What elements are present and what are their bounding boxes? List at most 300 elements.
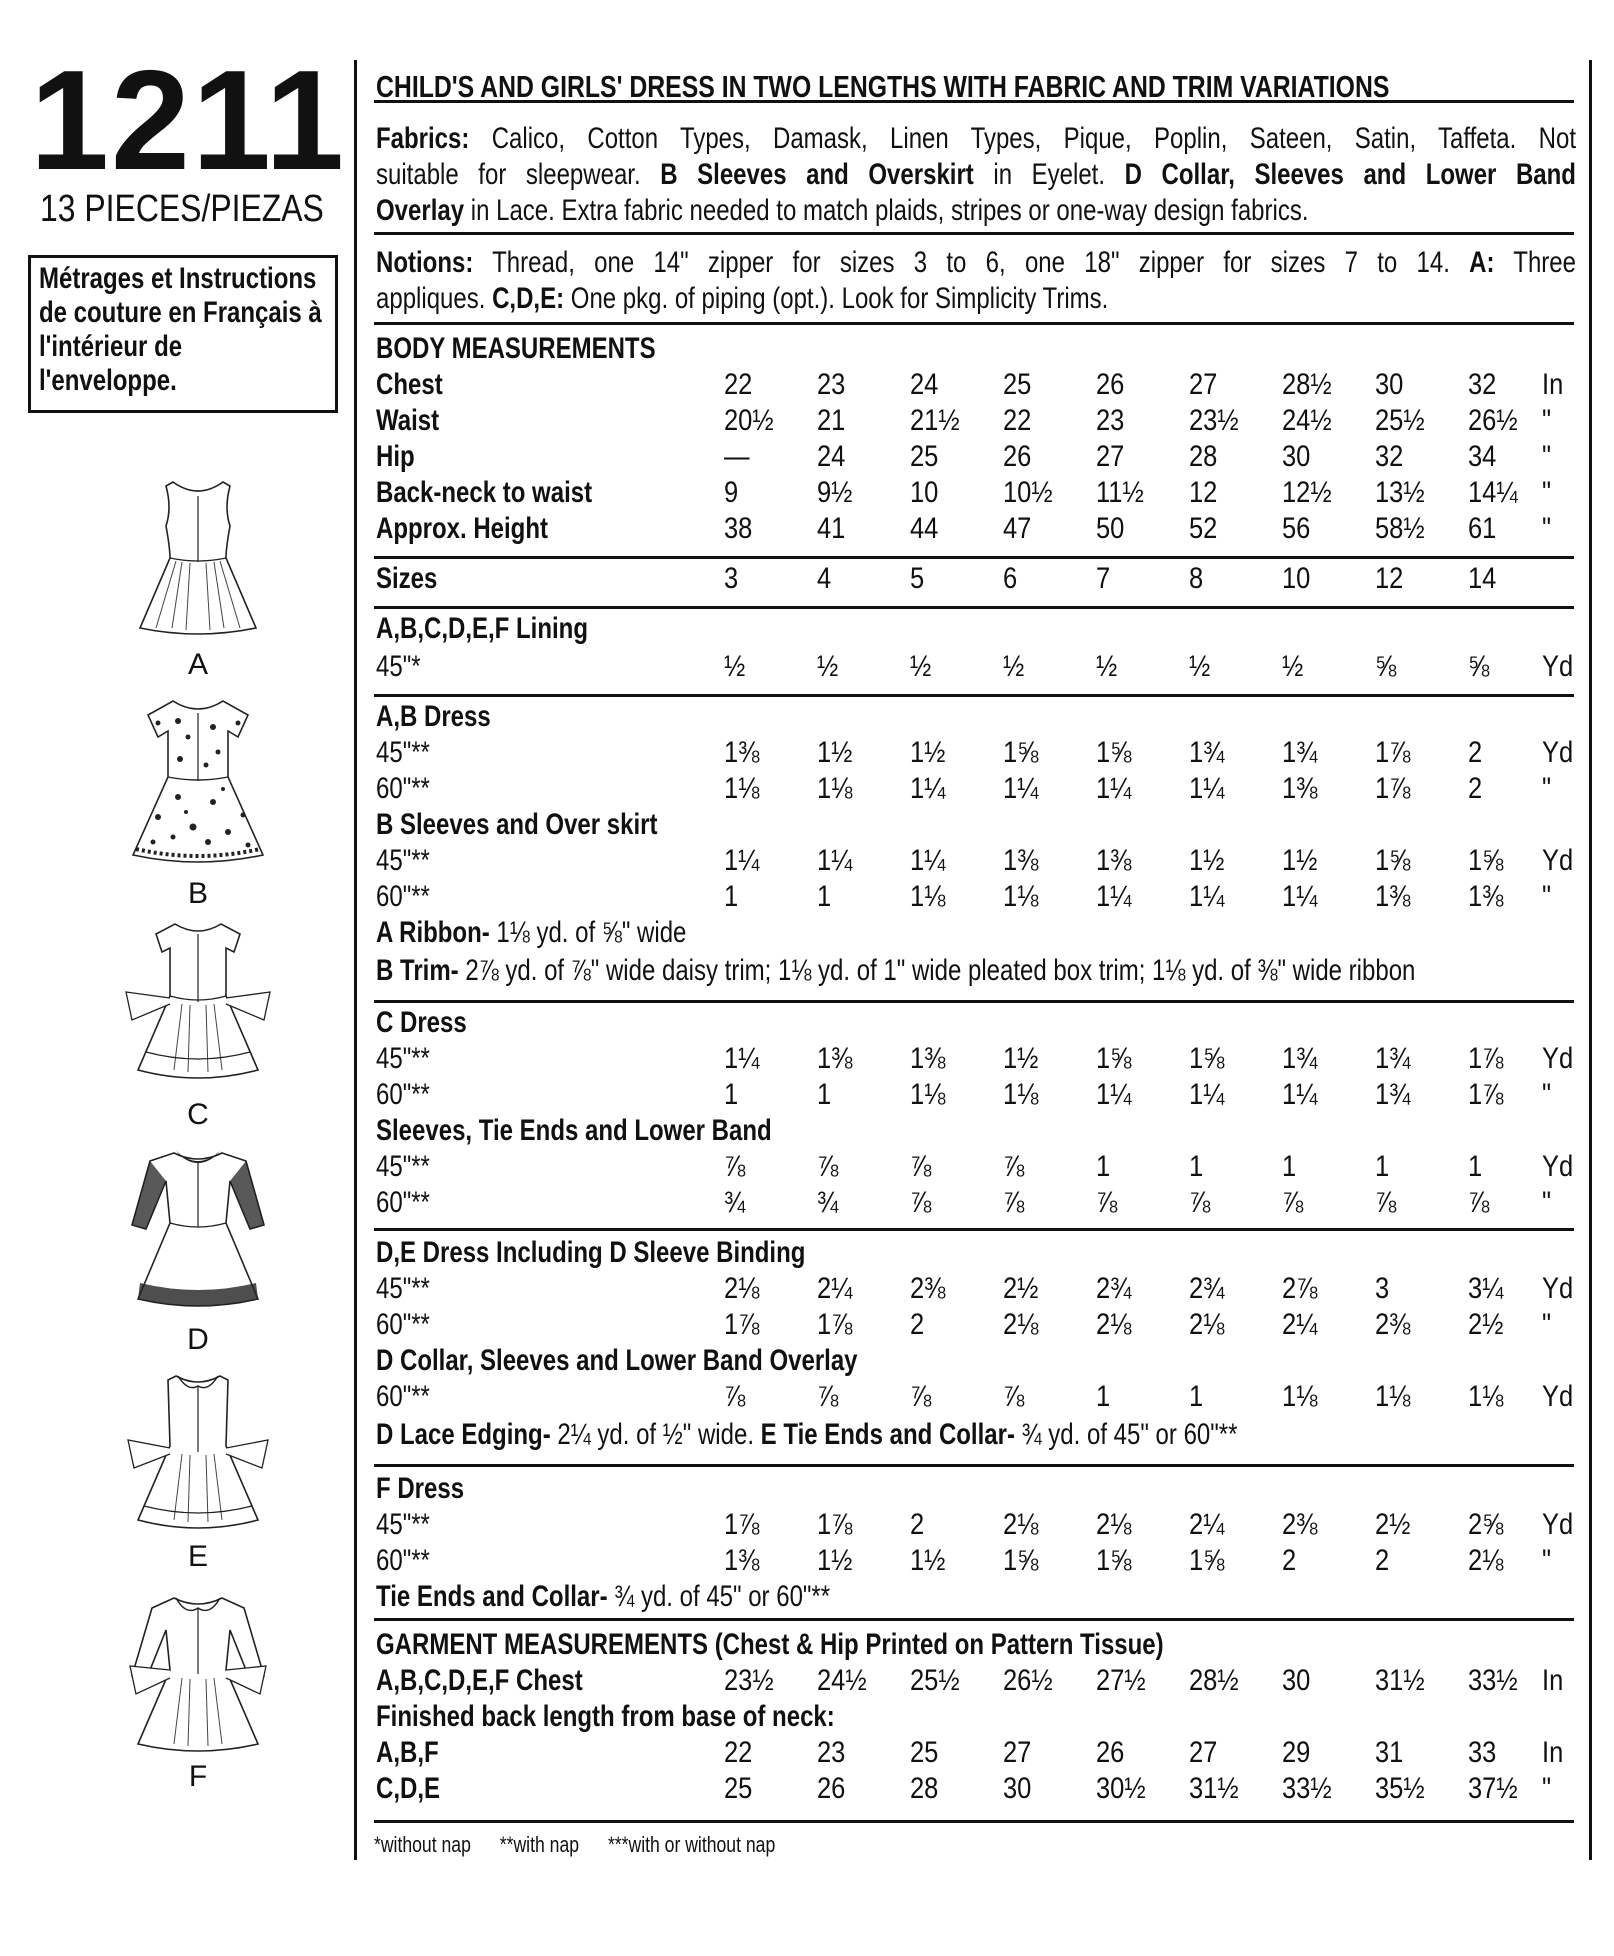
table-cell: 1⅝	[1189, 1544, 1225, 1577]
table-cell: 1⅝	[1375, 844, 1411, 877]
table-cell: 2	[910, 1508, 925, 1541]
table-cell: 1	[724, 1078, 739, 1111]
table-cell: 31½	[1375, 1664, 1425, 1697]
footnote-with-or-without-nap: ***with or without nap	[607, 1832, 776, 1857]
table-cell: 1¾	[1375, 1078, 1411, 1111]
table-cell: 26	[1003, 440, 1032, 473]
table-cell: 14¼	[1468, 476, 1518, 509]
table-cell: ⅞	[1375, 1186, 1397, 1219]
table-cell: 25½	[1375, 404, 1425, 437]
view-b-illustration	[118, 697, 278, 910]
table-cell: 1⅞	[724, 1308, 760, 1341]
long-sleeve-collar-dress-icon	[118, 1590, 278, 1760]
table-cell: 1⅜	[1375, 880, 1411, 913]
table-cell: 23	[817, 1736, 846, 1769]
table-cell: 2⅛	[1096, 1308, 1132, 1341]
table-cell: 1⅛	[1468, 1380, 1504, 1413]
table-cell: 3¼	[1468, 1272, 1504, 1305]
view-a-illustration	[118, 478, 278, 681]
table-cell: 30	[1282, 1664, 1311, 1697]
table-row	[376, 440, 1596, 474]
fabrics-label: Fabrics:	[376, 122, 470, 155]
f-tie-note: Tie Ends and Collar- ¾ yd. of 45" or 60"**	[376, 1580, 831, 1613]
rule-after-fabrics	[374, 232, 1574, 235]
table-cell: 1¼	[724, 1042, 760, 1075]
table-cell: 61	[1468, 512, 1497, 545]
row-label: 60"**	[376, 1186, 430, 1219]
table-cell: 21	[817, 404, 846, 437]
table-cell: 1¾	[1282, 736, 1318, 769]
lining-heading: A,B,C,D,E,F Lining	[376, 612, 588, 645]
view-f-label: F	[188, 1760, 208, 1793]
table-cell: 27	[1189, 1736, 1218, 1769]
table-cell: 2⅛	[1468, 1544, 1504, 1577]
rule-after-de-dress	[374, 1464, 1574, 1467]
table-cell: 1⅛	[910, 880, 946, 913]
table-cell: 24½	[817, 1664, 867, 1697]
table-cell: ⅞	[1003, 1186, 1025, 1219]
table-cell: 28½	[1282, 368, 1332, 401]
table-cell: 32	[1375, 440, 1404, 473]
table-cell: 21½	[910, 404, 960, 437]
unit-cell: Yd	[1542, 736, 1574, 769]
table-cell: 9	[724, 476, 739, 509]
table-cell: 33½	[1468, 1664, 1518, 1697]
row-label: Approx. Height	[376, 512, 548, 545]
table-cell: 26	[1096, 368, 1125, 401]
table-cell: 1	[1189, 1150, 1204, 1183]
d-collar-heading: D Collar, Sleeves and Lower Band Overlay	[376, 1344, 858, 1377]
table-cell: 10½	[1003, 476, 1053, 509]
table-cell: 2	[1375, 1544, 1390, 1577]
table-cell: 25	[910, 440, 939, 473]
unit-cell: "	[1542, 1544, 1552, 1577]
unit-cell: In	[1542, 1664, 1564, 1697]
table-cell: 1⅛	[724, 772, 760, 805]
table-cell: 1⅛	[1282, 1380, 1318, 1413]
french-note-line: de couture en Français à	[39, 296, 322, 329]
unit-cell: Yd	[1542, 1150, 1574, 1183]
fabrics-line-2	[376, 158, 1576, 192]
footnote-with-nap: **with nap	[499, 1832, 580, 1857]
unit-cell: "	[1542, 1772, 1552, 1805]
table-cell: 58½	[1375, 512, 1425, 545]
table-cell: 50	[1096, 512, 1125, 545]
row-label: C,D,E	[376, 1772, 441, 1805]
table-cell: 22	[1003, 404, 1032, 437]
notions-bold-text: C,D,E:	[492, 282, 565, 315]
table-cell: —	[724, 440, 750, 473]
table-cell: ⅞	[1003, 1150, 1025, 1183]
tie-sash-dress-icon	[118, 920, 278, 1090]
table-row	[376, 512, 1596, 546]
view-b-label: B	[187, 877, 208, 910]
table-cell: 13½	[1375, 476, 1425, 509]
table-cell: 35½	[1375, 1772, 1425, 1805]
table-cell: 44	[910, 512, 939, 545]
row-label: 60"**	[376, 1544, 430, 1577]
table-cell: 31	[1375, 1736, 1404, 1769]
table-cell: 2¼	[817, 1272, 853, 1305]
table-cell: 28	[910, 1772, 939, 1805]
table-cell: ⅞	[817, 1150, 839, 1183]
footnotes	[374, 1832, 799, 1858]
table-cell: 1⅜	[1468, 880, 1504, 913]
b-sleeves-heading: B Sleeves and Over skirt	[376, 808, 658, 841]
notions-line-2	[376, 282, 1108, 316]
table-cell: 2⅞	[1282, 1272, 1318, 1305]
rule-after-c-dress	[374, 1228, 1574, 1231]
table-cell: 1⅞	[1375, 736, 1411, 769]
table-cell: 30	[1375, 368, 1404, 401]
c-sleeves-heading: Sleeves, Tie Ends and Lower Band	[376, 1114, 772, 1147]
table-cell: ½	[1096, 650, 1118, 683]
d-lace-note: D Lace Edging- 2¼ yd. of ½" wide. E Tie Ends and Collar- ¾ yd. of 45" or 60"**	[376, 1418, 1238, 1451]
table-cell: ⅝	[1468, 650, 1490, 683]
table-row	[376, 1042, 1596, 1076]
table-cell: 1¼	[910, 844, 946, 877]
table-cell: 1	[1375, 1150, 1390, 1183]
ab-dress-heading: A,B Dress	[376, 700, 491, 733]
unit-cell: "	[1542, 404, 1552, 437]
row-label: 45"**	[376, 1272, 430, 1305]
table-cell: 5	[910, 562, 925, 595]
table-cell: 1⅜	[724, 736, 760, 769]
view-f-illustration	[118, 1590, 278, 1793]
table-cell: 1½	[817, 1544, 853, 1577]
sleeveless-dress-icon	[118, 478, 278, 638]
body-measurements-heading: BODY MEASUREMENTS	[376, 332, 656, 365]
table-cell: 1⅜	[910, 1042, 946, 1075]
unit-cell: "	[1542, 1186, 1552, 1219]
table-cell: 1¼	[1189, 772, 1225, 805]
table-cell: 22	[724, 1736, 753, 1769]
table-row	[376, 404, 1596, 438]
pattern-title: CHILD'S AND GIRLS' DRESS IN TWO LENGTHS WITH FABRIC AND TRIM VARIATIONS	[376, 69, 1390, 104]
table-cell: 1	[1096, 1150, 1111, 1183]
table-cell: 33	[1468, 1736, 1497, 1769]
table-cell: 7	[1096, 562, 1111, 595]
rule-after-f-dress	[374, 1618, 1574, 1621]
french-note-line: l'intérieur de	[39, 330, 183, 363]
right-border	[1589, 60, 1592, 1860]
table-cell: 29	[1282, 1736, 1311, 1769]
table-cell: 1⅛	[1003, 880, 1039, 913]
fabrics-bold-text: Overlay	[376, 194, 465, 227]
table-cell: 2⅛	[1189, 1308, 1225, 1341]
fabrics-line-3	[376, 194, 1309, 228]
table-row	[376, 772, 1596, 806]
table-cell: ½	[724, 650, 746, 683]
table-cell: 1½	[1189, 844, 1225, 877]
table-cell: 1¼	[817, 844, 853, 877]
table-row	[376, 1150, 1596, 1184]
row-label: Sizes	[376, 562, 438, 595]
table-row	[376, 1308, 1596, 1342]
table-cell: 23½	[724, 1664, 774, 1697]
table-cell: 33½	[1282, 1772, 1332, 1805]
table-cell: 1⅛	[910, 1078, 946, 1111]
unit-cell: Yd	[1542, 650, 1574, 683]
table-cell: 1⅜	[1282, 772, 1318, 805]
row-label: 60"**	[376, 880, 430, 913]
table-cell: 1	[1468, 1150, 1483, 1183]
table-cell: ¾	[724, 1186, 746, 1219]
table-cell: ⅞	[910, 1150, 932, 1183]
table-cell: 24	[817, 440, 846, 473]
table-cell: 1	[1282, 1150, 1297, 1183]
table-cell: 20½	[724, 404, 774, 437]
table-cell: 2⅜	[910, 1272, 946, 1305]
table-cell: 2¾	[1189, 1272, 1225, 1305]
collar-sash-dress-icon	[118, 1370, 278, 1540]
table-cell: 52	[1189, 512, 1218, 545]
unit-cell: "	[1542, 1308, 1552, 1341]
table-cell: 30½	[1096, 1772, 1146, 1805]
view-c-illustration	[118, 920, 278, 1131]
table-cell: 27	[1003, 1736, 1032, 1769]
table-cell: 3	[1375, 1272, 1390, 1305]
table-row	[376, 650, 1596, 684]
notions-text: One pkg. of piping (opt.). Look for Simplicity Trims.	[570, 282, 1109, 315]
b-trim-note: B Trim- 2⅞ yd. of ⅞" wide daisy trim; 1⅛ yd. of 1" wide pleated box trim; 1⅛ yd. of ⅜" wide ribbon	[376, 954, 1416, 987]
table-row	[376, 1078, 1596, 1112]
table-cell: 1¾	[1375, 1042, 1411, 1075]
rule-after-garment-measurements	[374, 1820, 1574, 1823]
table-cell: 2⅛	[1096, 1508, 1132, 1541]
table-cell: 25	[910, 1736, 939, 1769]
view-e-label: E	[187, 1540, 208, 1573]
view-e-illustration	[118, 1370, 278, 1573]
table-cell: ½	[1003, 650, 1025, 683]
table-cell: 1⅜	[1003, 844, 1039, 877]
table-cell: 1	[817, 1078, 832, 1111]
table-cell: 1⅜	[724, 1544, 760, 1577]
c-dress-heading: C Dress	[376, 1006, 467, 1039]
table-cell: 6	[1003, 562, 1018, 595]
unit-cell: Yd	[1542, 1272, 1574, 1305]
table-cell: 1⅛	[1003, 1078, 1039, 1111]
table-cell: 1½	[910, 736, 946, 769]
table-cell: 1¼	[1003, 772, 1039, 805]
unit-cell: "	[1542, 440, 1552, 473]
table-cell: ⅞	[1189, 1186, 1211, 1219]
table-cell: 1½	[817, 736, 853, 769]
table-cell: 1⅞	[724, 1508, 760, 1541]
table-cell: 1⅜	[817, 1042, 853, 1075]
table-cell: 1¼	[1096, 1078, 1132, 1111]
notions-text: Thread, one 14" zipper for sizes 3 to 6, one 18" zipper for sizes 7 to 14.	[492, 246, 1450, 279]
row-label: 45"**	[376, 1508, 430, 1541]
table-cell: 37½	[1468, 1772, 1518, 1805]
table-cell: 24	[910, 368, 939, 401]
de-dress-heading: D,E Dress Including D Sleeve Binding	[376, 1236, 806, 1269]
french-note-line: l'enveloppe.	[39, 364, 177, 397]
table-cell: 31½	[1189, 1772, 1239, 1805]
table-cell: 2	[910, 1308, 925, 1341]
row-label: 45"**	[376, 736, 430, 769]
table-cell: 1⅝	[1096, 1544, 1132, 1577]
row-label: 45"*	[376, 650, 421, 683]
table-cell: 2½	[1003, 1272, 1039, 1305]
row-label: 45"**	[376, 1150, 430, 1183]
unit-cell: Yd	[1542, 1042, 1574, 1075]
table-row	[376, 1772, 1596, 1806]
table-cell: 1¾	[1189, 736, 1225, 769]
table-cell: ⅞	[1468, 1186, 1490, 1219]
table-cell: 1⅝	[1468, 844, 1504, 877]
table-cell: 22	[724, 368, 753, 401]
table-cell: 2⅝	[1468, 1508, 1504, 1541]
table-cell: 1⅞	[817, 1308, 853, 1341]
table-cell: 1⅝	[1003, 1544, 1039, 1577]
table-cell: 2	[1282, 1544, 1297, 1577]
fabrics-line-1	[376, 122, 1576, 156]
table-row	[376, 1544, 1596, 1578]
row-label: 45"**	[376, 844, 430, 877]
table-cell: 1⅝	[1189, 1042, 1225, 1075]
table-cell: 12	[1189, 476, 1218, 509]
unit-cell: "	[1542, 512, 1552, 545]
table-cell: 2¾	[1096, 1272, 1132, 1305]
table-cell: ⅞	[1282, 1186, 1304, 1219]
row-label: Chest	[376, 368, 443, 401]
rule-after-ab-dress	[374, 1000, 1574, 1003]
pattern-number: 1211	[30, 41, 347, 200]
pieces-count: 13 PIECES/PIEZAS	[40, 188, 324, 230]
rule-after-body-measurements	[374, 556, 1574, 559]
row-label: Back-neck to waist	[376, 476, 593, 509]
table-cell: 25	[724, 1772, 753, 1805]
table-cell: ⅞	[1096, 1186, 1118, 1219]
table-cell: 1⅛	[817, 772, 853, 805]
table-cell: 1¼	[1096, 880, 1132, 913]
table-cell: 1	[1189, 1380, 1204, 1413]
table-cell: ½	[910, 650, 932, 683]
table-row	[376, 1664, 1596, 1698]
table-cell: 1⅞	[817, 1508, 853, 1541]
table-cell: ⅞	[1003, 1380, 1025, 1413]
unit-cell: Yd	[1542, 844, 1574, 877]
notions-bold-text: A:	[1469, 246, 1495, 279]
rule-after-notions	[374, 322, 1574, 325]
table-cell: 2⅜	[1282, 1508, 1318, 1541]
table-cell: 1	[1096, 1380, 1111, 1413]
table-cell: ½	[817, 650, 839, 683]
table-cell: 34	[1468, 440, 1497, 473]
table-cell: 26	[817, 1772, 846, 1805]
table-row	[376, 1380, 1596, 1414]
table-cell: ½	[1189, 650, 1211, 683]
table-cell: 30	[1282, 440, 1311, 473]
fabrics-text: suitable for sleepwear.	[376, 158, 641, 191]
table-cell: ⅞	[910, 1186, 932, 1219]
unit-cell: "	[1542, 772, 1552, 805]
notions-text: Three	[1513, 246, 1576, 279]
unit-cell: "	[1542, 1078, 1552, 1111]
view-c-label: C	[187, 1098, 209, 1131]
unit-cell: Yd	[1542, 1380, 1574, 1413]
unit-cell: "	[1542, 476, 1552, 509]
table-cell: 2⅛	[1003, 1308, 1039, 1341]
table-cell: 9½	[817, 476, 853, 509]
table-cell: 1	[724, 880, 739, 913]
table-cell: 2⅛	[1003, 1508, 1039, 1541]
table-row	[376, 844, 1596, 878]
fabrics-bold-text: B Sleeves and Overskirt	[660, 158, 974, 191]
row-label: 60"**	[376, 772, 430, 805]
table-cell: 23	[1096, 404, 1125, 437]
table-cell: 1¼	[910, 772, 946, 805]
row-label: A,B,C,D,E,F Chest	[376, 1664, 583, 1697]
table-cell: 1¼	[1096, 772, 1132, 805]
table-cell: 27	[1096, 440, 1125, 473]
table-cell: 12	[1375, 562, 1404, 595]
table-cell: 1¾	[1282, 1042, 1318, 1075]
table-cell: ⅞	[724, 1150, 746, 1183]
table-row	[376, 1272, 1596, 1306]
table-cell: 41	[817, 512, 846, 545]
table-cell: 1½	[1003, 1042, 1039, 1075]
row-label: Waist	[376, 404, 440, 437]
row-label: A,B,F	[376, 1736, 439, 1769]
notions-text: appliques.	[376, 282, 486, 315]
table-cell: ¾	[817, 1186, 839, 1219]
table-cell: 28½	[1189, 1664, 1239, 1697]
row-label: 45"**	[376, 1042, 430, 1075]
table-cell: 2½	[1468, 1308, 1504, 1341]
table-row	[376, 1508, 1596, 1542]
table-row	[376, 1736, 1596, 1770]
unit-cell: "	[1542, 880, 1552, 913]
table-cell: 1½	[1282, 844, 1318, 877]
table-cell: 1⅛	[1375, 1380, 1411, 1413]
table-cell: 1	[817, 880, 832, 913]
table-cell: 2	[1468, 772, 1483, 805]
table-cell: 1⅞	[1468, 1042, 1504, 1075]
table-cell: 1¼	[1282, 880, 1318, 913]
table-cell: 30	[1003, 1772, 1032, 1805]
table-cell: 2½	[1375, 1508, 1411, 1541]
table-cell: 14	[1468, 562, 1497, 595]
table-cell: 32	[1468, 368, 1497, 401]
table-cell: 47	[1003, 512, 1032, 545]
table-cell: 11½	[1096, 476, 1144, 509]
table-row	[376, 736, 1596, 770]
table-cell: 23½	[1189, 404, 1239, 437]
table-cell: ⅞	[910, 1380, 932, 1413]
unit-cell: In	[1542, 1736, 1564, 1769]
table-cell: 2	[1468, 736, 1483, 769]
view-d-illustration	[118, 1145, 278, 1356]
table-cell: 27½	[1096, 1664, 1146, 1697]
table-cell: 1⅝	[1096, 1042, 1132, 1075]
notions-line-1	[376, 246, 1576, 280]
table-cell: 25½	[910, 1664, 960, 1697]
table-cell: 2¼	[1189, 1508, 1225, 1541]
table-cell: 24½	[1282, 404, 1332, 437]
table-cell: 10	[1282, 562, 1311, 595]
table-cell: 12½	[1282, 476, 1332, 509]
table-cell: 1¼	[1189, 880, 1225, 913]
table-cell: 25	[1003, 368, 1032, 401]
sizes-row	[376, 562, 1596, 596]
table-cell: 1⅝	[1003, 736, 1039, 769]
table-cell: ⅞	[724, 1380, 746, 1413]
table-cell: 10	[910, 476, 939, 509]
view-d-label: D	[187, 1323, 209, 1356]
table-row	[376, 880, 1596, 914]
